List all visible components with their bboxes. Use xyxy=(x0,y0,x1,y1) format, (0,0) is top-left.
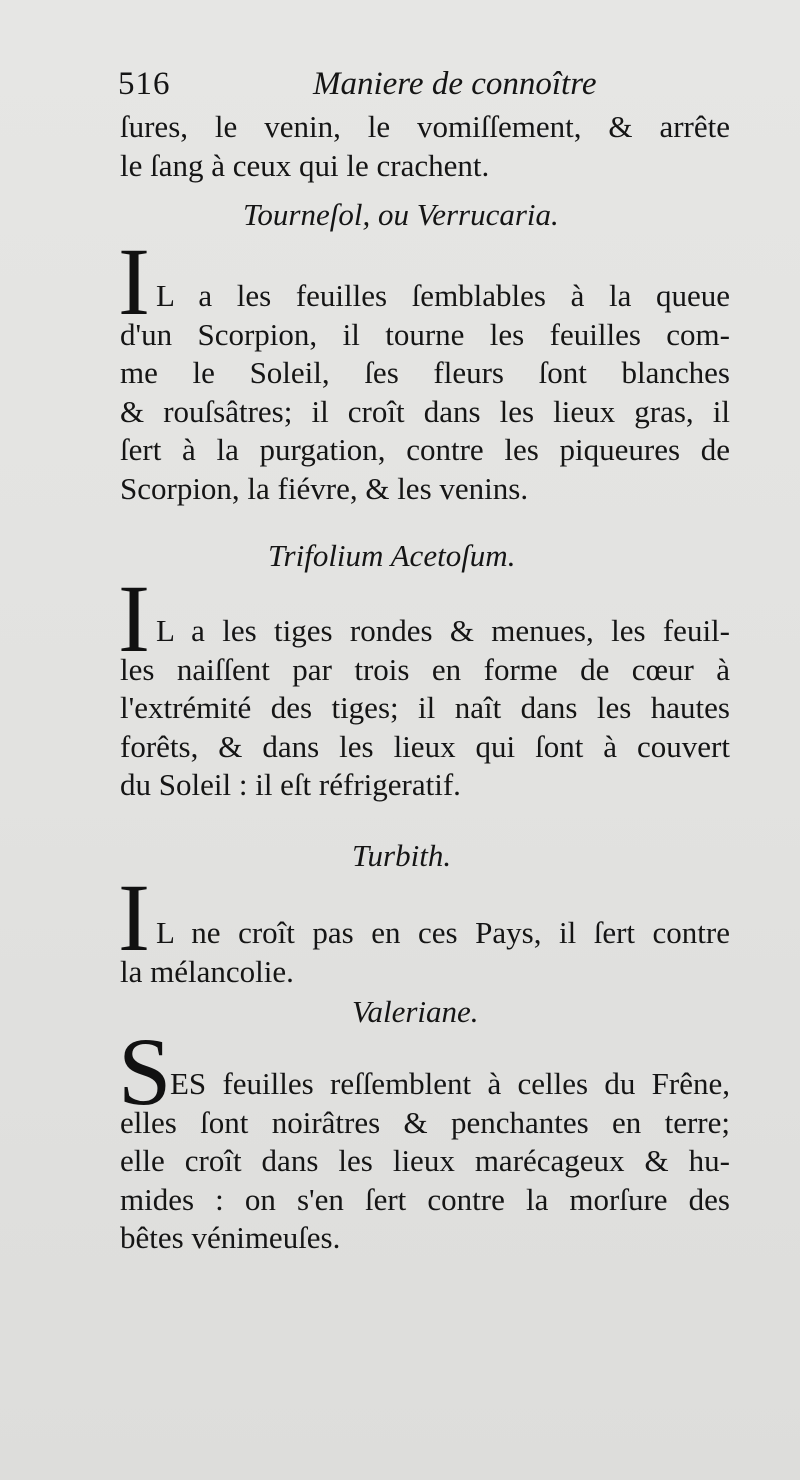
text-line: bêtes vénimeuſes. xyxy=(120,1220,341,1255)
running-title: Maniere de connoître xyxy=(313,66,597,102)
entry-heading-valeriane: Valeriane. xyxy=(352,994,479,1029)
text-line: forêts, & dans les lieux qui ſont à couvert xyxy=(120,728,730,764)
text-line: L a les tiges rondes & menues, les feuil- xyxy=(156,613,730,648)
entry-text-turbith xyxy=(120,914,730,991)
drop-cap: I xyxy=(118,864,150,971)
drop-cap: I xyxy=(118,228,150,335)
text-line: l'extrémité des tiges; il naît dans les hautes xyxy=(120,690,730,725)
text-line: la mélancolie. xyxy=(120,953,294,989)
text-line: me le Soleil, ſes fleurs ſont blanches xyxy=(120,355,730,390)
text-line: L ne croît pas en ces Pays, il ſert contre xyxy=(156,915,730,950)
text-line: ſures, le venin, le vomiſſement, & arrête xyxy=(120,109,730,144)
text-line: mides : on s'en ſert contre la morſure des xyxy=(120,1181,730,1217)
text-line: ES feuilles reſſemblent à celles du Frêne, xyxy=(170,1066,730,1101)
page-header xyxy=(118,66,738,110)
entry-text-tournesol xyxy=(120,277,730,508)
text-line: le ſang à ceux qui le crachent. xyxy=(120,147,490,183)
drop-cap: I xyxy=(118,565,150,672)
text-line: elle croît dans les lieux marécageux & hu- xyxy=(120,1143,730,1178)
entry-text-valeriane xyxy=(120,1065,730,1258)
text-line: ſert à la purgation, contre les piqueures de xyxy=(120,432,730,467)
text-line: Scorpion, la fiévre, & les venins. xyxy=(120,470,529,506)
text-line: du Soleil : il eſt réfrigeratif. xyxy=(120,767,461,802)
text-line: elles ſont noirâtres & penchantes en terre; xyxy=(120,1104,730,1140)
text-line: les naiſſent par trois en forme de cœur à xyxy=(120,651,730,687)
entry-heading-tournesol: Tourneſol, ou Verrucaria. xyxy=(243,197,559,232)
entry-text-trifolium xyxy=(120,612,730,805)
entry-heading-turbith: Turbith. xyxy=(352,838,452,873)
text-line: & rouſsâtres; il croît dans les lieux gras, il xyxy=(120,393,730,429)
page-number: 516 xyxy=(118,66,171,102)
entry-heading-trifolium: Trifolium Acetoſum. xyxy=(268,538,516,573)
text-line: d'un Scorpion, il tourne les feuilles com- xyxy=(120,316,730,352)
intro-paragraph xyxy=(120,108,730,185)
text-line: L a les feuilles ſemblables à la queue xyxy=(156,278,730,313)
drop-cap: S xyxy=(118,1018,172,1125)
